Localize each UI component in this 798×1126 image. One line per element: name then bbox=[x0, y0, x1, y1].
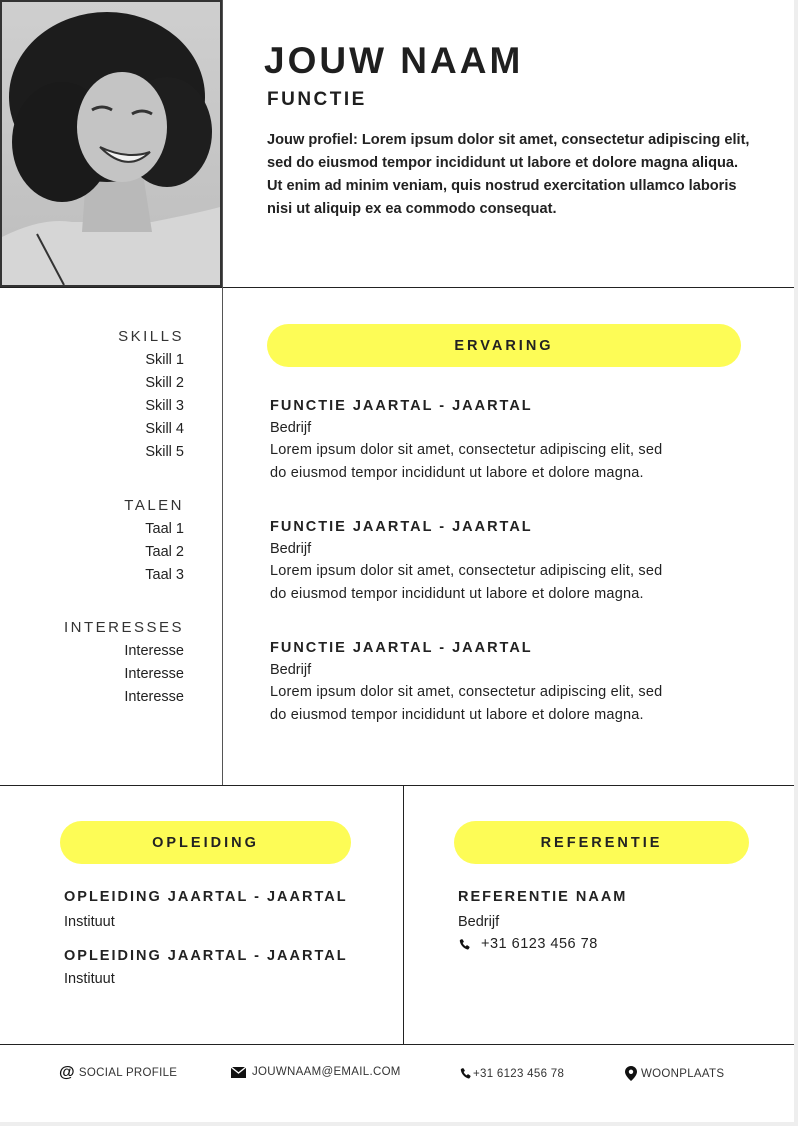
interest-item: Interesse bbox=[124, 689, 184, 705]
language-item: Taal 3 bbox=[145, 567, 184, 583]
divider-sidebar bbox=[222, 0, 223, 785]
phone-icon bbox=[459, 1066, 472, 1081]
location-text: WOONPLAATS bbox=[641, 1067, 725, 1080]
language-item: Taal 2 bbox=[145, 544, 184, 560]
candidate-name: JOUW NAAM bbox=[264, 40, 524, 81]
education-institute: Instituut bbox=[64, 914, 115, 930]
reference-phone-row bbox=[458, 936, 627, 952]
social-profile-text: SOCIAL PROFILE bbox=[78, 1067, 178, 1079]
experience-company: Bedrijf bbox=[270, 662, 312, 678]
experience-item bbox=[270, 639, 750, 727]
skill-item: Skill 3 bbox=[145, 398, 184, 414]
divider-header bbox=[0, 287, 794, 288]
at-icon: @ bbox=[59, 1064, 75, 1081]
skill-item: Skill 2 bbox=[145, 375, 184, 391]
interests-title: INTERESSES bbox=[63, 619, 184, 636]
experience-description: do eiusmod tempor incididunt ut labore et dolore magna. bbox=[270, 465, 644, 481]
experience-heading: ERVARING bbox=[267, 324, 741, 367]
skill-item: Skill 4 bbox=[145, 421, 184, 437]
footer-location[interactable] bbox=[625, 1066, 724, 1081]
profile-summary: Jouw profiel: Lorem ipsum dolor sit amet, consectetur adipiscing elit, sed do eiusmod tempor incididunt ut labore et dolore magna aliqua. Ut enim ad minim veniam, quis nostrud exercitation ullamco laboris nisi ut aliquip ex ea commodo consequat. bbox=[267, 132, 750, 217]
divider-middle bbox=[0, 785, 794, 786]
experience-title: FUNCTIE JAARTAL - JAARTAL bbox=[270, 398, 533, 414]
profile-photo bbox=[0, 0, 222, 287]
reference-name: REFERENTIE NAAM bbox=[458, 889, 628, 905]
divider-footer bbox=[0, 1044, 794, 1045]
education-heading: OPLEIDING bbox=[60, 821, 351, 864]
experience-company: Bedrijf bbox=[270, 420, 312, 436]
education-item bbox=[64, 948, 348, 987]
experience-description: Lorem ipsum dolor sit amet, consectetur adipiscing elit, sed bbox=[270, 563, 663, 579]
phone-text: +31 6123 456 78 bbox=[473, 1067, 565, 1080]
reference-item bbox=[458, 889, 627, 952]
experience-title: FUNCTIE JAARTAL - JAARTAL bbox=[270, 519, 533, 535]
education-item bbox=[64, 889, 348, 930]
reference-phone: +31 6123 456 78 bbox=[481, 936, 598, 952]
language-item: Taal 1 bbox=[145, 521, 184, 537]
reference-company: Bedrijf bbox=[458, 914, 500, 930]
envelope-icon bbox=[231, 1067, 246, 1078]
experience-description: Lorem ipsum dolor sit amet, consectetur adipiscing elit, sed bbox=[270, 442, 663, 458]
experience-title: FUNCTIE JAARTAL - JAARTAL bbox=[270, 640, 533, 656]
languages-title: TALEN bbox=[124, 497, 184, 514]
email-text: JOUWNAAM@EMAIL.COM bbox=[252, 1066, 401, 1078]
experience-description: Lorem ipsum dolor sit amet, consectetur adipiscing elit, sed bbox=[270, 684, 663, 700]
interests-section bbox=[64, 619, 184, 709]
education-institute: Instituut bbox=[64, 971, 115, 987]
experience-item bbox=[270, 518, 750, 606]
reference-heading: REFERENTIE bbox=[454, 821, 749, 864]
map-pin-icon bbox=[625, 1066, 637, 1081]
experience-description: do eiusmod tempor incididunt ut labore et dolore magna. bbox=[270, 586, 644, 602]
education-title: OPLEIDING JAARTAL - JAARTAL bbox=[64, 948, 348, 964]
footer-social[interactable] bbox=[59, 1066, 177, 1080]
phone-icon bbox=[458, 937, 471, 952]
skills-section bbox=[118, 328, 184, 464]
experience-company: Bedrijf bbox=[270, 541, 312, 557]
skill-item: Skill 5 bbox=[145, 444, 184, 460]
divider-bottom bbox=[403, 785, 404, 1044]
interest-item: Interesse bbox=[124, 666, 184, 682]
job-function: FUNCTIE bbox=[267, 89, 367, 110]
skills-title: SKILLS bbox=[118, 328, 184, 345]
skill-item: Skill 1 bbox=[145, 352, 184, 368]
footer-phone[interactable] bbox=[459, 1066, 564, 1081]
experience-description: do eiusmod tempor incididunt ut labore et dolore magna. bbox=[270, 707, 644, 723]
experience-item bbox=[270, 397, 750, 485]
education-title: OPLEIDING JAARTAL - JAARTAL bbox=[64, 889, 348, 905]
languages-section bbox=[124, 497, 184, 587]
footer-email[interactable] bbox=[231, 1066, 401, 1078]
interest-item: Interesse bbox=[124, 643, 184, 659]
